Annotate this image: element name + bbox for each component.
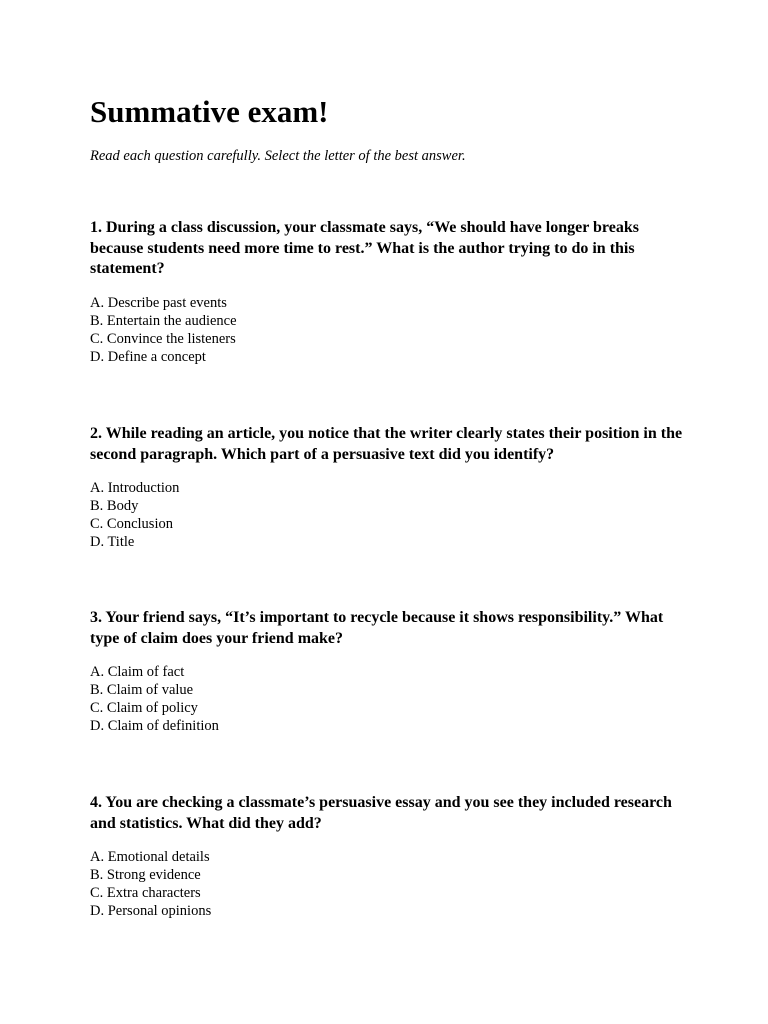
page-title: Summative exam! bbox=[90, 94, 329, 129]
question-4 bbox=[90, 793, 690, 920]
question-text: 2. While reading an article, you notice that the writer clearly states their position in the second paragraph. Which part of a persuasive text did you identify? bbox=[90, 425, 683, 463]
option-a: A. Claim of fact bbox=[90, 664, 185, 680]
option-c: C. Claim of policy bbox=[90, 700, 198, 716]
instructions-text: Read each question carefully. Select the letter of the best answer. bbox=[90, 148, 466, 164]
option-b: B. Entertain the audience bbox=[90, 312, 237, 329]
option-c: C. Conclusion bbox=[90, 516, 173, 532]
question-2 bbox=[90, 424, 690, 551]
option-c: C. Convince the listeners bbox=[90, 330, 236, 347]
option-a: A. Describe past events bbox=[90, 294, 227, 311]
option-c: C. Extra characters bbox=[90, 885, 201, 901]
question-text: 3. Your friend says, “It’s important to recycle because it shows responsibility.” What type of claim does your friend make? bbox=[90, 609, 664, 647]
option-a: A. Emotional details bbox=[90, 849, 210, 865]
question-1 bbox=[90, 218, 690, 366]
answer-options bbox=[90, 479, 690, 551]
option-b: B. Claim of value bbox=[90, 682, 194, 698]
option-b: B. Strong evidence bbox=[90, 867, 201, 883]
question-text: 1. During a class discussion, your classmate says, “We should have longer breaks because students need more time to rest.” What is the author trying to do in this statement? bbox=[90, 219, 639, 277]
answer-options bbox=[90, 663, 690, 735]
option-d: D. Title bbox=[90, 534, 135, 550]
answer-options bbox=[90, 294, 690, 366]
option-b: B. Body bbox=[90, 498, 139, 514]
question-text: 4. You are checking a classmate’s persuasive essay and you see they included research and statistics. What did they add? bbox=[90, 794, 672, 832]
option-d: D. Claim of definition bbox=[90, 718, 219, 734]
question-3 bbox=[90, 608, 690, 735]
option-d: D. Personal opinions bbox=[90, 903, 212, 919]
answer-options bbox=[90, 848, 690, 920]
option-d: D. Define a concept bbox=[90, 348, 206, 365]
option-a: A. Introduction bbox=[90, 480, 180, 496]
